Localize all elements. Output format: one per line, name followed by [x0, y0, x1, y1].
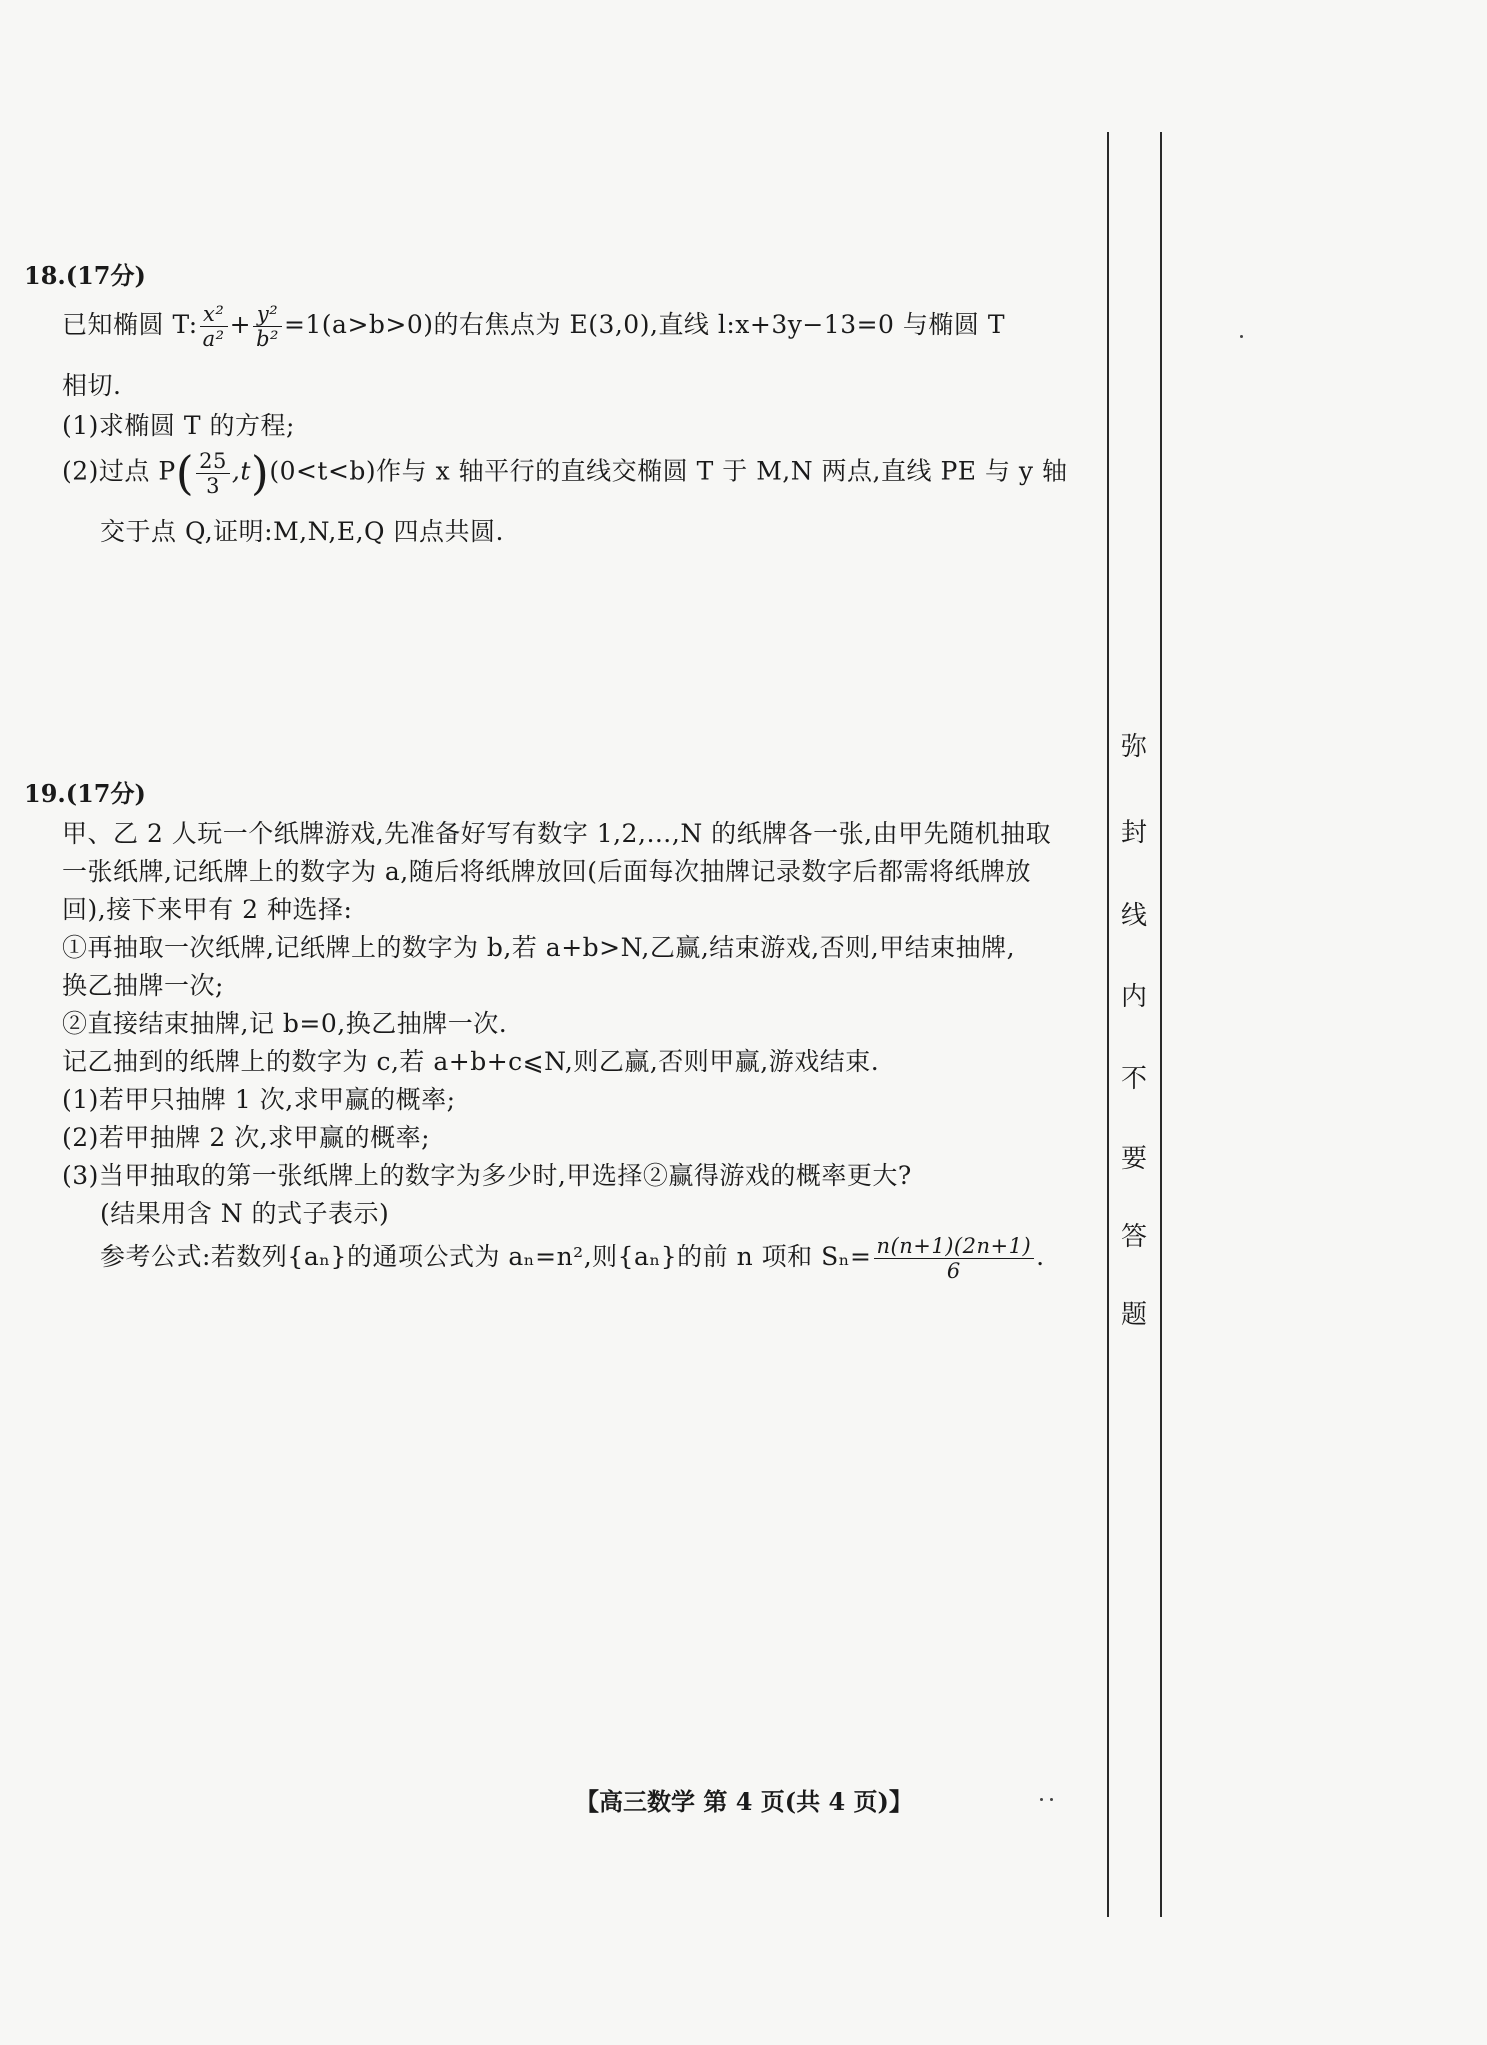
frac2-num: y² [253, 302, 282, 327]
q19-line-7: 记乙抽到的纸牌上的数字为 c,若 a+b+c⩽N,则乙赢,否则甲赢,游戏结束. [62, 1047, 880, 1076]
q19-line-1: 甲、乙 2 人玩一个纸牌游戏,先准备好写有数字 1,2,…,N 的纸牌各一张,由甲先随机抽取 [62, 819, 1052, 848]
scan-speck [1050, 1798, 1053, 1801]
p-t: ,t [231, 456, 251, 486]
p-den: 3 [206, 473, 220, 498]
seal-char-7: 答 [1121, 1222, 1148, 1252]
frac1-num: x² [200, 302, 228, 327]
scan-speck [1040, 1798, 1043, 1801]
frac2-den: b² [256, 327, 279, 351]
scan-speck [1240, 335, 1243, 338]
x2-over-a2-fraction [200, 302, 228, 351]
plus-sign: + [229, 310, 252, 339]
sum-of-squares-fraction [874, 1234, 1035, 1283]
q18-part2-c: 交于点 Q,证明:M,N,E,Q 四点共圆. [100, 517, 504, 546]
q19-line-4: ①再抽取一次纸牌,记纸牌上的数字为 b,若 a+b>N,乙赢,结束游戏,否则,甲结束抽牌, [62, 933, 1016, 962]
q18-number: 18.(17分) [24, 261, 146, 290]
frac1-den: a² [202, 327, 225, 351]
p-num: 25 [196, 449, 230, 474]
left-paren: ( [175, 446, 195, 500]
seal-char-3: 线 [1121, 901, 1148, 931]
ref-den: 6 [946, 1259, 961, 1283]
q19-line-2: 一张纸牌,记纸牌上的数字为 a,随后将纸牌放回(后面每次抽牌记录数字后都需将纸牌放 [62, 857, 1032, 886]
seal-char-8: 题 [1121, 1300, 1148, 1330]
seal-char-4: 内 [1121, 982, 1148, 1012]
q18-part2-a: (2)过点 P [62, 456, 176, 486]
seal-char-1: 弥 [1121, 732, 1148, 762]
q19-number: 19.(17分) [24, 779, 146, 808]
q19-line-3: 回),接下来甲有 2 种选择: [62, 895, 353, 924]
seal-char-2: 封 [1121, 818, 1148, 848]
seal-char-6: 要 [1121, 1144, 1148, 1174]
q18-part1: (1)求椭圆 T 的方程; [62, 411, 295, 440]
margin-rule-left [1107, 132, 1109, 1917]
page-footer: 【高三数学 第 4 页(共 4 页)】 [575, 1787, 913, 1816]
q19-line-10: (3)当甲抽取的第一张纸牌上的数字为多少时,甲选择②赢得游戏的概率更大? [62, 1161, 912, 1190]
q18-part2-b: (0<t<b)作与 x 轴平行的直线交椭圆 T 于 M,N 两点,直线 PE 与 y 轴 [269, 456, 1068, 486]
q18-intro-c: 相切. [62, 371, 122, 400]
right-paren: ) [250, 446, 270, 500]
q19-line-9: (2)若甲抽牌 2 次,求甲赢的概率; [62, 1123, 431, 1152]
margin-rule-right [1160, 132, 1162, 1917]
ref-text: 参考公式:若数列{aₙ}的通项公式为 aₙ=n²,则{aₙ}的前 n 项和 Sₙ= [100, 1242, 872, 1271]
ref-end: . [1036, 1242, 1045, 1271]
q18-part2-line [62, 446, 1068, 500]
q18-intro-a: 已知椭圆 T: [62, 310, 198, 339]
q18-intro-b: =1(a>b>0)的右焦点为 E(3,0),直线 l:x+3y−13=0 与椭圆 T [283, 310, 1006, 339]
ref-num: n(n+1)(2n+1) [874, 1234, 1035, 1259]
q18-intro-line [62, 302, 1005, 351]
25-over-3-fraction [196, 449, 230, 498]
q19-line-11: (结果用含 N 的式子表示) [100, 1199, 390, 1228]
q19-reference-formula [100, 1234, 1045, 1283]
q19-line-5: 换乙抽牌一次; [62, 971, 224, 1000]
q19-line-8: (1)若甲只抽牌 1 次,求甲赢的概率; [62, 1085, 456, 1114]
y2-over-b2-fraction [253, 302, 282, 351]
seal-char-5: 不 [1121, 1064, 1148, 1094]
q19-line-6: ②直接结束抽牌,记 b=0,换乙抽牌一次. [62, 1009, 508, 1038]
